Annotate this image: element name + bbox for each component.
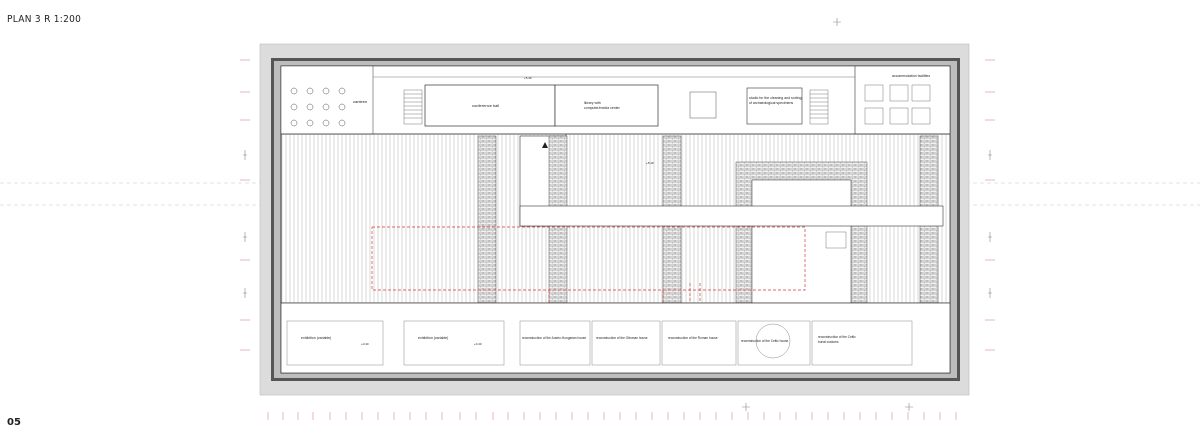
level-court: +5.40 bbox=[646, 161, 654, 165]
page-number: 05 bbox=[7, 417, 21, 428]
studio-label-line2: of archaeological specimens bbox=[749, 101, 794, 105]
austro-hungarian-label: reconstruction of the Austro-Hungarian house bbox=[522, 336, 587, 340]
celtic-burial-label-line1: reconstruction of the Celtic bbox=[818, 335, 856, 339]
exhibition-1-label: exhibition (variable) bbox=[301, 336, 332, 340]
upper-strip bbox=[281, 66, 950, 134]
conference-hall-label: conference hall bbox=[472, 103, 500, 108]
studio-label-line1: studio for the cleaning and sorting bbox=[749, 96, 802, 100]
corridor bbox=[520, 206, 943, 226]
studio-box bbox=[747, 88, 802, 124]
brick-pier bbox=[478, 136, 496, 303]
level-upper-corridor: +5.40 bbox=[524, 76, 532, 80]
exhibition-2-label: exhibition (variable) bbox=[418, 336, 449, 340]
roman-label: reconstruction of the Roman house bbox=[668, 336, 718, 340]
celtic-label: reconstruction of the Celtic house bbox=[741, 339, 789, 343]
accommodation-label: accommodation facilities bbox=[892, 74, 931, 78]
canteen-label: canteen bbox=[353, 99, 368, 104]
library-label-line2: computer/media center bbox=[584, 106, 620, 110]
celtic-burial-label-line2: burial customs bbox=[818, 340, 839, 344]
sheet-title: PLAN 3 R 1:200 bbox=[7, 14, 82, 25]
library-label-line1: library with bbox=[584, 101, 601, 105]
level-exhibition-1: +0.40 bbox=[361, 342, 369, 346]
ottoman-label: reconstruction of the Ottoman house bbox=[596, 336, 648, 340]
level-exhibition-2: +0.40 bbox=[474, 342, 482, 346]
